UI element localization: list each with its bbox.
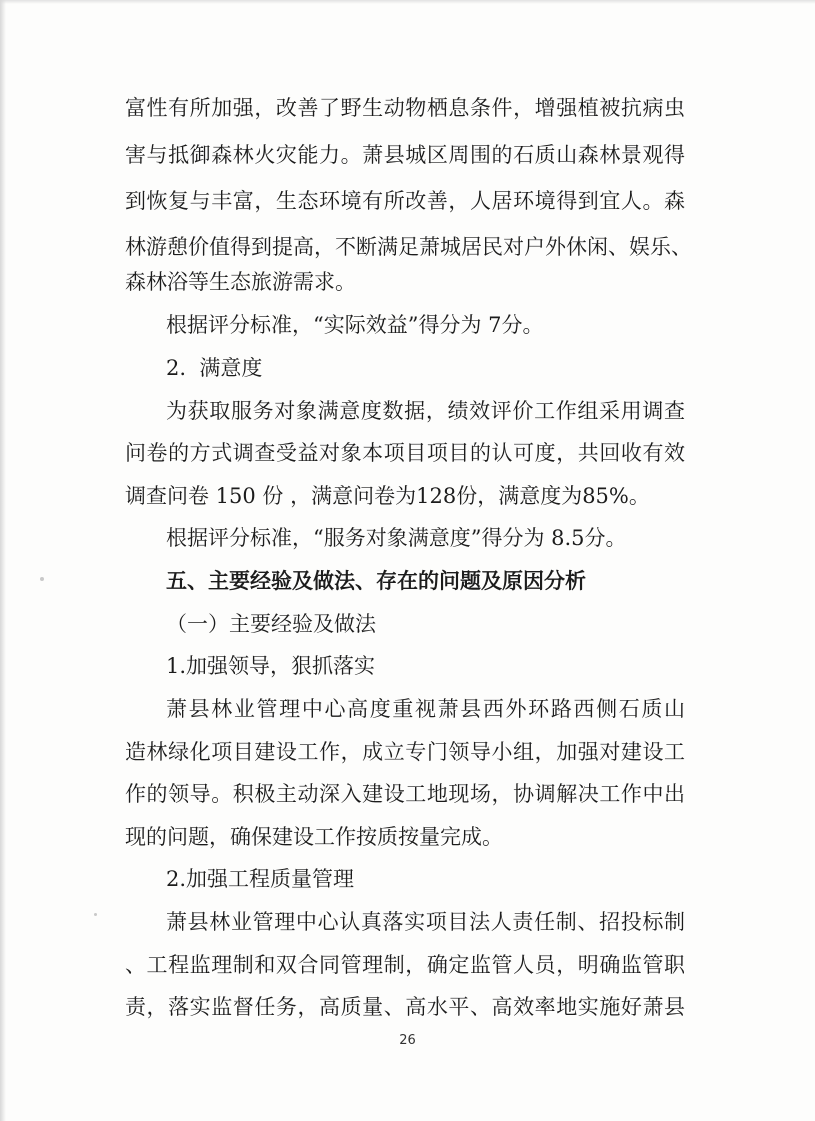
paragraph-text: 作的领导。积极主动深入建设工地现场，协调解决工作中出	[125, 782, 685, 806]
scan-shadow-top	[0, 0, 815, 4]
text-line	[0, 779, 815, 809]
text-line	[0, 438, 815, 468]
score-text: 根据评分标准，“实际效益”得分为 7分。	[166, 313, 544, 337]
text-line	[0, 864, 815, 894]
subsection-heading: （一）主要经验及做法	[166, 612, 376, 636]
paragraph-text: 富性有所加强，改善了野生动物栖息条件，增强植被抗病虫	[125, 96, 685, 120]
paragraph-text: 萧县林业管理中心认真落实项目法人责任制、招投标制	[166, 910, 685, 934]
text-line	[0, 992, 815, 1022]
paragraph-text: 林游憩价值得到提高，不断满足萧城居民对户外休闲、娱乐、	[125, 235, 692, 259]
section-heading: 2. 满意度	[166, 356, 263, 380]
text-line	[0, 694, 815, 724]
text-line	[0, 651, 815, 681]
text-line	[0, 396, 815, 426]
text-line	[0, 822, 815, 852]
text-line	[0, 310, 815, 340]
text-line	[0, 566, 815, 596]
text-line	[0, 737, 815, 767]
text-line	[0, 353, 815, 383]
item-heading: 1.加强领导，狠抓落实	[166, 654, 376, 678]
text-line	[0, 93, 815, 123]
paragraph-text: 萧县林业管理中心高度重视萧县西外环路西侧石质山	[166, 697, 685, 721]
paragraph-text: 造林绿化项目建设工作，成立专门领导小组，加强对建设工	[125, 740, 685, 764]
text-line	[0, 140, 815, 170]
text-line	[0, 186, 815, 216]
paragraph-text: 调查问卷 150 份 ，满意问卷为128份，满意度为85%。	[125, 484, 650, 508]
chapter-heading: 五、主要经验及做法、存在的问题及原因分析	[166, 568, 586, 593]
text-line	[0, 950, 815, 980]
scan-speck	[40, 577, 44, 581]
text-line	[0, 609, 815, 639]
paragraph-text: 、工程监理制和双合同管理制，确定监管人员，明确监管职	[125, 953, 685, 977]
scan-speck	[94, 913, 97, 916]
paragraph-text: 问卷的方式调查受益对象本项目项目的认可度，共回收有效	[125, 441, 685, 465]
text-line	[0, 267, 815, 297]
paragraph-text: 到恢复与丰富，生态环境有所改善，人居环境得到宜人。森	[125, 189, 685, 213]
text-line	[0, 907, 815, 937]
paragraph-text: 责，落实监督任务，高质量、高水平、高效率地实施好萧县	[125, 995, 685, 1019]
paragraph-text: 现的问题，确保建设工作按质按量完成。	[125, 825, 503, 849]
paragraph-text: 为获取服务对象满意度数据，绩效评价工作组采用调查	[166, 399, 685, 423]
paragraph-text: 害与抵御森林火灾能力。萧县城区周围的石质山森林景观得	[125, 143, 685, 167]
item-heading: 2.加强工程质量管理	[166, 867, 355, 891]
text-line	[0, 481, 815, 511]
paragraph-text: 森林浴等生态旅游需求。	[125, 270, 356, 294]
text-line	[0, 232, 815, 262]
text-line	[0, 523, 815, 553]
page-number: 26	[399, 1033, 416, 1048]
score-text: 根据评分标准，“服务对象满意度”得分为 8.5分。	[166, 526, 627, 550]
